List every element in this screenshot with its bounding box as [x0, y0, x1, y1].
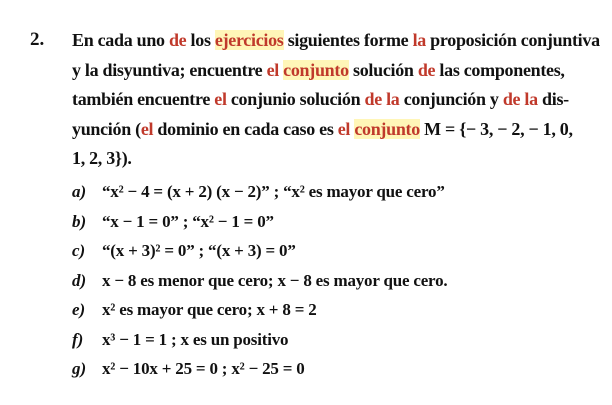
item-label: a) — [72, 182, 87, 201]
statement-fragment: de — [168, 30, 187, 50]
statement-fragment: la — [412, 30, 426, 50]
item-label: d) — [72, 270, 87, 290]
item-text: “x − 1 = 0” ; “x² − 1 = 0” — [102, 211, 274, 231]
statement-line — [72, 85, 582, 115]
item-text: x − 8 es menor que cero; x − 8 es mayor que cero. — [102, 270, 448, 290]
statement-fragment: de — [417, 59, 436, 80]
exercise-list — [72, 182, 592, 389]
statement-fragment: dominio en cada caso es — [153, 118, 338, 139]
statement-fragment: conjunto — [354, 118, 420, 139]
statement-fragment: conjunio solución — [226, 89, 365, 109]
item-label: c) — [72, 241, 86, 260]
statement-fragment: conjunto — [283, 59, 349, 80]
statement-fragment: proposición conjuntiva — [425, 30, 600, 50]
item-label: e) — [72, 300, 86, 319]
statement-line — [72, 144, 582, 174]
statement-fragment: el — [337, 118, 351, 139]
statement-line — [72, 115, 582, 145]
item-label: g) — [72, 359, 87, 378]
statement-fragment: el — [266, 59, 279, 80]
problem-statement — [72, 26, 600, 174]
statement-fragment: también encuentre — [72, 89, 215, 109]
statement-fragment: siguientes forme — [283, 30, 413, 50]
statement-fragment: 1, 2, 3}). — [72, 148, 132, 168]
statement-fragment: el — [140, 118, 154, 139]
exercise-item-c — [72, 241, 592, 271]
exercise-item-g — [72, 359, 592, 389]
statement-fragment: las componentes, — [435, 59, 565, 80]
statement-line — [72, 26, 600, 56]
exercise-item-f — [72, 330, 592, 360]
item-text: x² − 10x + 25 = 0 ; x² − 25 = 0 — [102, 359, 305, 378]
statement-fragment: ejercicios — [214, 30, 284, 50]
item-text: “(x + 3)² = 0” ; “(x + 3) = 0” — [102, 241, 296, 260]
statement-fragment: de la — [364, 89, 400, 109]
item-text: x² es mayor que cero; x + 8 = 2 — [102, 300, 317, 319]
exercise-item-a — [72, 182, 592, 212]
statement-fragment: y la disyuntiva; encuentre — [72, 59, 267, 80]
item-text: “x² − 4 = (x + 2) (x − 2)” ; “x² es mayor que cero” — [102, 182, 445, 201]
statement-fragment: En cada uno — [72, 30, 169, 50]
problem-number: 2. — [30, 29, 45, 50]
exercise-item-b — [72, 212, 592, 242]
statement-fragment: conjunción y — [399, 89, 503, 109]
statement-fragment: yunción ( — [72, 118, 141, 139]
statement-fragment: solución — [348, 59, 418, 80]
statement-fragment: los — [186, 30, 215, 50]
item-label: b) — [72, 211, 87, 231]
statement-fragment: M = {− 3, − 2, − 1, 0, — [419, 118, 573, 139]
item-text: x³ − 1 = 1 ; x es un positivo — [102, 329, 289, 349]
exercise-item-d — [72, 271, 592, 301]
statement-line — [72, 56, 582, 86]
statement-fragment: de la — [502, 89, 538, 109]
statement-fragment: el — [214, 89, 227, 109]
exercise-item-e — [72, 300, 592, 330]
item-label: f) — [72, 329, 84, 349]
statement-fragment: dis- — [537, 89, 569, 109]
